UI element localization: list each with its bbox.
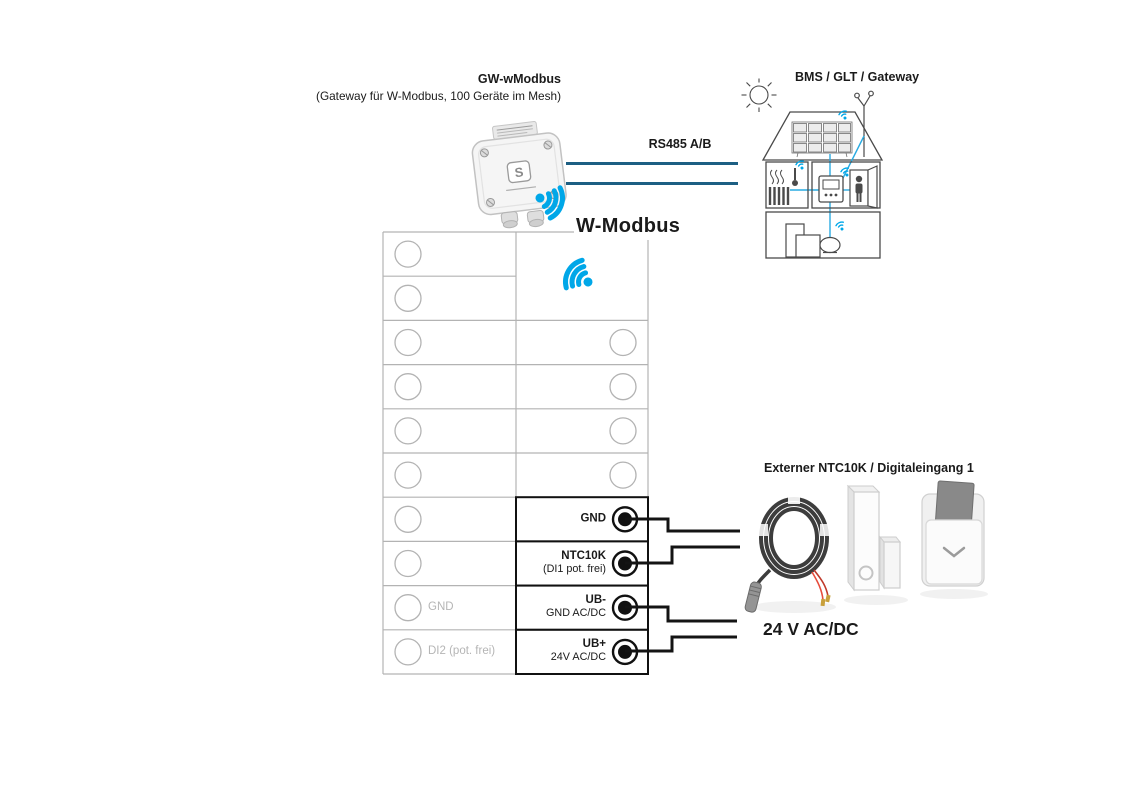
rs485-wire-a bbox=[566, 162, 738, 165]
left-terminal-label-gnd: GND bbox=[428, 601, 454, 613]
supply-voltage-label: 24 V AC/DC bbox=[763, 619, 859, 639]
door-contact-icon bbox=[848, 486, 900, 590]
bms-label: BMS / GLT / Gateway bbox=[795, 70, 920, 84]
person-door-icon bbox=[850, 166, 877, 208]
solar-panel-icon bbox=[792, 122, 852, 157]
terminal-label-ub-plus: UB+ 24V AC/DC bbox=[550, 638, 606, 664]
controller-icon bbox=[819, 176, 843, 202]
device-header bbox=[316, 72, 561, 103]
terminal-label-gnd: GND bbox=[580, 512, 606, 525]
page-title: GW-wModbus bbox=[477, 72, 561, 86]
sensor-pod-icon bbox=[820, 238, 840, 253]
thermometer-icon bbox=[792, 168, 798, 186]
sun-icon bbox=[742, 79, 777, 113]
rs485-label: RS485 A/B bbox=[648, 137, 712, 151]
page-subtitle: (Gateway für W-Modbus, 100 Geräte im Mesh) bbox=[316, 88, 561, 103]
external-input-label: Externer NTC10K / Digitaleingang 1 bbox=[764, 461, 974, 475]
svg-text:S: S bbox=[513, 164, 525, 181]
boiler-icon bbox=[786, 224, 820, 257]
ntc-sensor-icon bbox=[744, 495, 830, 613]
wmodbus-label: W-Modbus bbox=[574, 215, 684, 240]
rs485-wire-b bbox=[566, 182, 738, 185]
building-illustration bbox=[738, 78, 888, 263]
left-terminal-label-di2: DI2 (pot. frei) bbox=[428, 645, 496, 657]
terminal-wires bbox=[618, 503, 750, 665]
terminal-label-ntc10k: NTC10K (DI1 pot. frei) bbox=[543, 550, 606, 576]
radiator-icon bbox=[770, 170, 788, 205]
terminal-label-ub-minus: UB- GND AC/DC bbox=[546, 594, 606, 620]
external-devices-illustration bbox=[742, 478, 994, 618]
wifi-icon bbox=[561, 257, 600, 298]
key-card-icon bbox=[922, 481, 984, 586]
